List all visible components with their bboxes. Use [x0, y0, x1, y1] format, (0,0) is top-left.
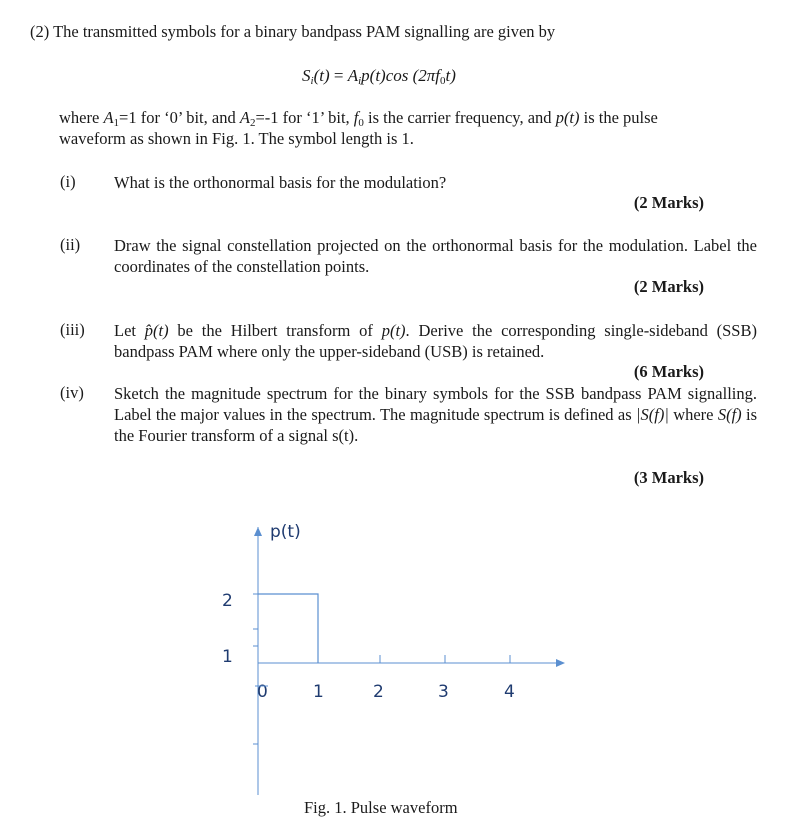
figure-caption: Fig. 1. Pulse waveform	[304, 798, 458, 817]
part-iii-text: Let p̂(t) be the Hilbert transform of p(t). Derive the corresponding single-sideband (SSB) bandpass PAM where only the upper-sideband (USB) is retained.	[114, 321, 757, 361]
where-line-2: waveform as shown in Fig. 1. The symbol length is 1.	[59, 129, 414, 148]
part-ii-marks: (2 Marks)	[633, 277, 704, 296]
x-tick-label-0: 0	[257, 682, 268, 702]
part-iii-marks: (6 Marks)	[633, 362, 704, 381]
part-i-marks: (2 Marks)	[633, 193, 704, 212]
y-tick-label-2: 2	[222, 591, 233, 611]
pulse-line	[258, 594, 318, 663]
part-iii-number: (iii)	[60, 320, 85, 339]
question-intro: (2) The transmitted symbols for a binary bandpass PAM signalling are given by	[30, 22, 556, 41]
x-tick-label-3: 3	[438, 682, 449, 702]
part-ii-text: Draw the signal constellation projected on the orthonormal basis for the modulation. Label the coordinates of the constellation points.	[114, 236, 757, 276]
part-i-number: (i)	[60, 172, 76, 191]
x-tick-label-1: 1	[313, 682, 324, 702]
x-tick-label-2: 2	[373, 682, 384, 702]
x-axis-arrow-icon	[556, 659, 565, 667]
part-iv-marks: (3 Marks)	[633, 468, 704, 487]
part-iv-number: (iv)	[60, 383, 84, 402]
y-tick-label-1: 1	[222, 647, 233, 667]
x-tick-label-4: 4	[504, 682, 515, 702]
pulse-waveform-figure	[200, 505, 600, 805]
y-axis-title: p(t)	[270, 522, 301, 542]
part-i-text: What is the orthonormal basis for the modulation?	[114, 173, 447, 192]
where-line-1: where $A_1=1$ for ‘0’ bit, and $A_2=-1$ for ‘1’ bit, $f_0$ is the carrier frequency, and p(t) is the pulse	[59, 108, 658, 129]
y-axis-arrow-icon	[254, 527, 262, 536]
part-iv-text: Sketch the magnitude spectrum for the binary symbols for the SSB bandpass PAM signalling. Label the major values in the spectrum. The magnitude spectrum is defined as |S(f)| where S(f) is the Fourier transform of a signal s(t).	[114, 384, 757, 445]
equation: $S_i(t) = A_ip(t)\cos$ $(2\pi f_0t)$	[302, 66, 456, 87]
part-ii-number: (ii)	[60, 235, 81, 254]
